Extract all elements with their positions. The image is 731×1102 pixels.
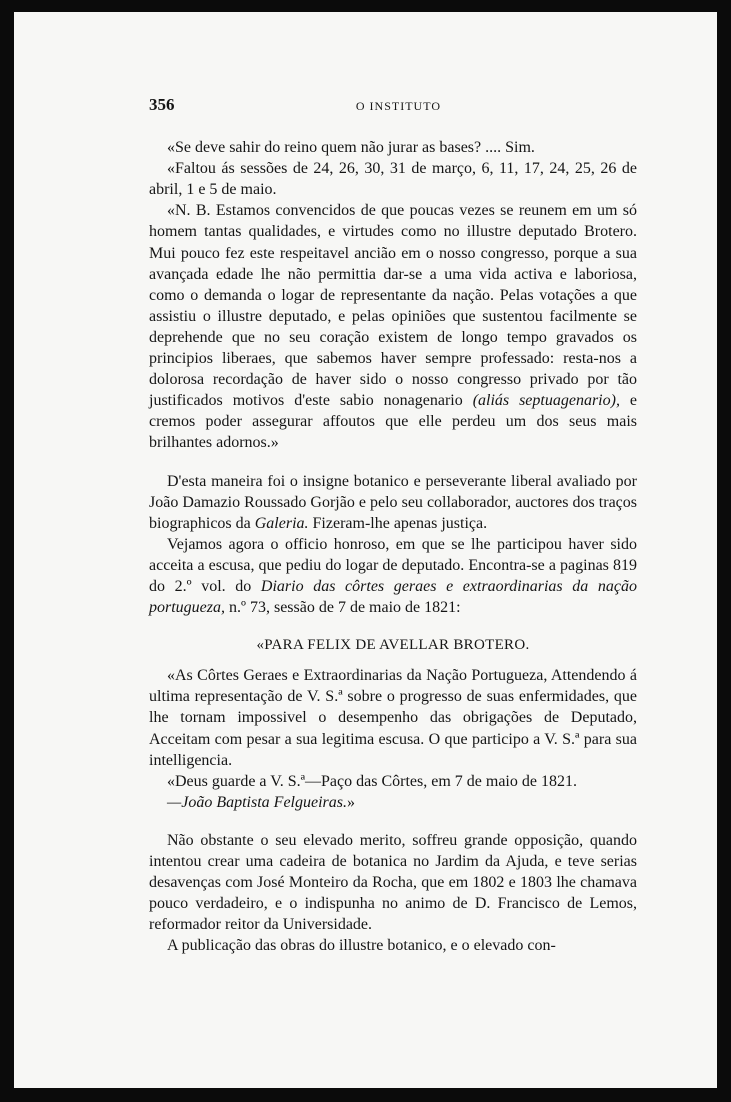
quote-line-2: «Faltou ás sessões de 24, 26, 30, 31 de março, 6, 11, 17, 24, 25, 26 de abril, 1 e 5 de maio. [149, 160, 637, 199]
paragraph-1-italic: Galeria. [254, 514, 309, 532]
page-number: 356 [149, 95, 175, 114]
paragraph-2-italic: Diario das côrtes geraes e extraordinarias da nação portugueza, [149, 577, 637, 617]
page-text [149, 94, 637, 956]
paragraph-2-end: n.º 73, sessão de 7 de maio de 1821: [229, 599, 461, 617]
paragraph-2 [149, 534, 637, 618]
letter-signature: —João Baptista Felgueiras. [167, 793, 347, 811]
quote-line-1: «Se deve sahir do reino quem não jurar as bases? .... Sim. [167, 139, 535, 157]
book-page [14, 12, 717, 1088]
paragraph-3: Não obstante o seu elevado merito, soffreu grande opposição, quando intentou crear uma cadeira de botanica no Jardim da Ajuda, e teve serias desavenças com José Monteiro da Rocha, que em 1802 e 1803 lhe chamava pouco verdadeiro, e o indispunha no animo de D. Francisco de Lemos, reformador reitor da Universidade. [149, 831, 637, 934]
quote-note [149, 200, 637, 453]
quote-note-end: e cremos poder assegurar affoutos que elle perdeu um dos seus mais brilhantes adornos.» [149, 392, 638, 452]
paragraph-1 [149, 471, 637, 534]
letter-addressee: «PARA FELIX DE AVELLAR BROTERO. [256, 637, 530, 654]
paragraph-1-end: Fizeram-lhe apenas justiça. [312, 514, 488, 532]
quote-note-text: «N. B. Estamos convencidos de que poucas vezes se reunem em um só homem tantas qualidades, e virtudes como no illustre deputado Brotero. Mui pouco fez este respeitavel ancião em o nosso congresso, porque a sua avançada edade lhe não permittia dar-se a uma vida activa e laboriosa, como o demanda o logar de representante da nação. Pelas votações a que assistiu o illustre deputado, e pelas opiniões que sustentou facilmente se deprehende que no seu coração existem de longo tempo gravados os principios liberaes, que sabemos haver sempre professado: resta-nos a dolorosa recordação de haver sido o nosso congresso privado por tão justificados motivos d'este sabio nonagenario [149, 202, 637, 410]
paragraph-2-text: Vejamos agora o officio honroso, em que se lhe participou haver sido acceita a escusa, que pediu do logar de deputado. Encontra-se a paginas 819 do 2.º vol. do [149, 535, 637, 595]
paragraph-4: A publicação das obras do illustre botanico, e o elevado con- [167, 937, 556, 955]
page-header [149, 94, 441, 117]
quote-note-italic: (aliás septuagenario), [472, 392, 620, 410]
letter-closing: «Deus guarde a V. S.ª—Paço das Côrtes, em 7 de maio de 1821. [167, 772, 577, 790]
letter-body: «As Côrtes Geraes e Extraordinarias da Nação Portugueza, Attendendo á ultima representação de V. S.ª sobre o progresso de suas enfermidades, que lhe tornam impossivel o desempenho das obrigações de Deputado, Acceitam com pesar a sua legitima escusa. O que participo a V. S.ª para sua intelligencia. [149, 667, 637, 769]
paragraph-1-text: D'esta maneira foi o insigne botanico e perseverante liberal avaliado por João Damazio Roussado Gorjão e pelo seu collaborador, auctores dos traços biographicos da [149, 472, 637, 532]
letter-signature-line [149, 792, 637, 813]
letter-signature-end: » [346, 793, 355, 811]
running-title: O INSTITUTO [355, 99, 441, 113]
